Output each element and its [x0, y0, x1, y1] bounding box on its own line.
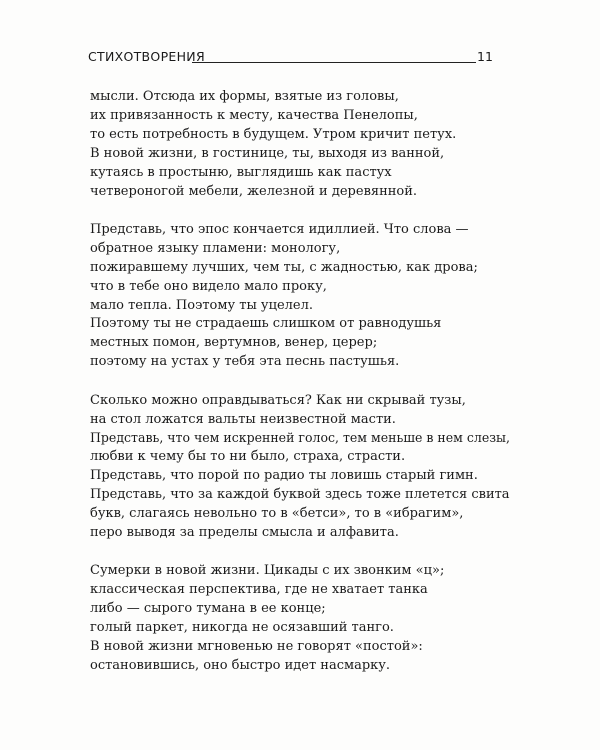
stanza-2 — [90, 221, 510, 372]
poem-line: Представь, что порой по радио ты ловишь старый гимн. — [90, 468, 478, 484]
header-rule — [192, 62, 476, 63]
poem-line: Сколько можно оправдываться? Как ни скрывай тузы, — [90, 392, 466, 408]
poem-line: местных помон, вертумнов, венер, церер; — [90, 335, 378, 351]
stanza-1 — [90, 88, 510, 201]
poem-line: В новой жизни мгновенью не говорят «постой»: — [90, 639, 423, 655]
poem-line: перо выводя за пределы смысла и алфавита. — [90, 525, 399, 541]
running-header-title: СТИХОТВОРЕНИЯ — [88, 49, 205, 64]
poem-line: остановившись, оно быстро идет насмарку. — [90, 657, 391, 673]
poem-line: на стол ложатся вальты неизвестной масти. — [90, 411, 396, 427]
poem-line: В новой жизни, в гостинице, ты, выходя из ванной, — [90, 145, 445, 161]
poem-line: Сумерки в новой жизни. Цикады с их звонким «ц»; — [90, 563, 445, 579]
poem-line: что в тебе оно видело мало проку, — [90, 278, 327, 294]
poem-line: либо — сырого тумана в ее конце; — [90, 601, 326, 617]
poem-line: мало тепла. Поэтому ты уцелел. — [90, 297, 313, 313]
poem-line: Представь, что эпос кончается идиллией. Что слова — — [90, 221, 469, 237]
stanza-4 — [90, 562, 510, 675]
poem-line: любви к чему бы то ни было, страха, страсти. — [90, 449, 406, 465]
poem-line: четвероногой мебели, железной и деревянной. — [90, 183, 418, 199]
poem-line: мысли. Отсюда их формы, взятые из головы, — [90, 89, 399, 104]
poem-line: поэтому на устах у тебя эта песнь пастушья. — [90, 354, 400, 370]
poem-text — [90, 88, 510, 695]
running-header — [88, 48, 493, 68]
poem-line: букв, слагаясь невольно то в «бетси», то в «ибрагим», — [90, 506, 464, 522]
poem-line: голый паркет, никогда не осязавший танго. — [90, 620, 394, 636]
page-number: 11 — [477, 49, 493, 64]
poem-line: Представь, что чем искренней голос, тем меньше в нем слезы, — [90, 430, 511, 446]
poem-line: то есть потребность в будущем. Утром кричит петух. — [90, 126, 457, 142]
poem-line: Поэтому ты не страдаешь слишком от равнодушья — [90, 316, 442, 332]
poem-line: классическая перспектива, где не хватает танка — [90, 582, 428, 598]
poem-line: их привязанность к месту, качества Пенелопы, — [90, 107, 418, 123]
stanza-3 — [90, 392, 510, 543]
poem-line: обратное языку пламени: монологу, — [90, 240, 341, 256]
poem-line: Представь, что за каждой буквой здесь тоже плетется свита — [90, 487, 510, 503]
poem-line: пожиравшему лучших, чем ты, с жадностью, как дрова; — [90, 259, 478, 275]
poem-line: кутаясь в простыню, выглядишь как пастух — [90, 164, 392, 180]
